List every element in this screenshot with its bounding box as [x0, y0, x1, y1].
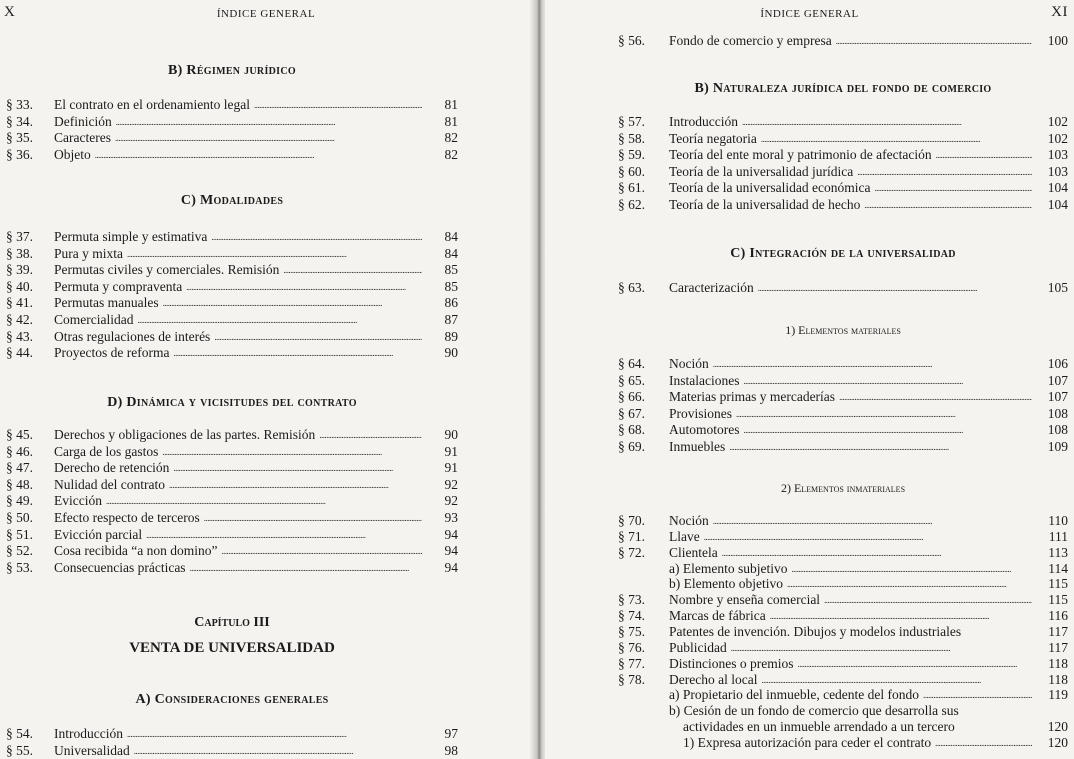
entry-title: a) Propietario del inmueble, cedente del fondo: [669, 687, 920, 703]
section-heading: C) Modalidades: [180, 193, 284, 208]
toc-entry: [6, 245, 458, 262]
page-ref: 113: [1048, 544, 1068, 560]
page-ref: 91: [444, 443, 458, 459]
section-number: § 60.: [618, 163, 645, 179]
toc-entry: [618, 279, 1068, 296]
toc-entry: [618, 655, 1068, 672]
section-number: § 51.: [6, 526, 33, 542]
entry-title: Nulidad del contrato: [54, 476, 165, 492]
toc-entry: [6, 129, 458, 146]
section-number: § 35.: [6, 130, 33, 146]
page-ref: 85: [444, 278, 458, 294]
dot-leader: [864, 196, 1032, 215]
right-page-header: [545, 6, 1074, 26]
page-ref: 90: [444, 345, 458, 361]
page-ref: 93: [444, 510, 458, 525]
toc-entry: [618, 32, 1068, 49]
section-number: § 37.: [6, 229, 33, 244]
entry-title: Derechos y obligaciones de las partes. Remisión: [54, 427, 316, 442]
right-page: [545, 0, 1074, 759]
entry-text-wrap: [54, 146, 428, 165]
entry-title: Inmuebles: [669, 439, 726, 454]
toc-entry: [618, 686, 1068, 703]
toc-entry: [6, 294, 458, 311]
section-number: § 71.: [618, 528, 645, 544]
page-ref: 116: [1048, 608, 1068, 624]
page-ref: 114: [1048, 560, 1068, 576]
entry-text-wrap: [669, 196, 1038, 215]
entry-title: Proyectos de reforma: [54, 345, 170, 361]
entry-title: Cosa recibida “a non domino”: [54, 543, 218, 559]
entry-title: Teoría de la universalidad jurídica: [669, 163, 854, 179]
chapter-title: VENTA DE UNIVERSALIDAD: [129, 640, 335, 656]
toc-entry: [6, 526, 458, 543]
toc-entry: [618, 718, 1068, 735]
entry-title: Clientela: [669, 544, 718, 560]
toc-entry: [618, 113, 1068, 130]
page-ref: 111: [1048, 528, 1068, 544]
section-heading: D) Dinámica y vicisitudes del contrato: [107, 395, 357, 410]
section-number: § 38.: [6, 245, 33, 261]
entry-title: Caracteres: [54, 130, 111, 146]
section-number: § 64.: [618, 356, 645, 371]
page-ref: 119: [1048, 687, 1068, 703]
entry-title: Teoría de la universalidad de hecho: [669, 197, 861, 212]
page-ref: 100: [1047, 33, 1068, 48]
toc-entry: [618, 702, 1068, 719]
page-ref: 92: [444, 476, 458, 492]
page-ref: 118: [1048, 671, 1068, 687]
page-ref: 115: [1048, 592, 1068, 608]
page-ref: 82: [444, 130, 458, 146]
toc-entry: [618, 671, 1068, 688]
entry-text-wrap: [683, 718, 1038, 735]
toc-entry: [6, 146, 458, 163]
entry-title: Permutas civiles y comerciales. Remisión: [54, 262, 280, 278]
entry-text-wrap: [669, 279, 1038, 298]
section-number: § 55.: [6, 742, 33, 758]
section-number: § 66.: [618, 389, 645, 405]
section-number: § 72.: [618, 544, 645, 560]
toc-entry: [618, 607, 1068, 624]
entry-title: Universalidad: [54, 742, 130, 758]
entry-title: Instalaciones: [669, 372, 740, 388]
page-ref: 94: [444, 559, 458, 575]
section-number: § 78.: [618, 671, 645, 687]
entry-title: Evicción parcial: [54, 526, 143, 542]
page-ref: 103: [1047, 147, 1068, 163]
dot-leader: [173, 344, 422, 363]
toc-entry: [618, 196, 1068, 213]
page-ref: 84: [444, 245, 458, 261]
subsection-heading: 2) Elementos inmateriales: [780, 481, 906, 495]
page-ref: 82: [444, 146, 458, 162]
entry-text-wrap: [683, 734, 1038, 753]
section-number: § 70.: [618, 513, 645, 528]
toc-entry: [618, 179, 1068, 196]
page-ref: 115: [1048, 576, 1068, 592]
toc-entry: [6, 113, 458, 130]
toc-entry: [618, 591, 1068, 608]
toc-entry: [6, 542, 458, 559]
section-number: § 68.: [618, 422, 645, 438]
toc-entry: [6, 228, 458, 245]
page-ref: 91: [444, 460, 458, 476]
section-number: § 33.: [6, 97, 33, 112]
section-number: § 49.: [6, 493, 33, 509]
toc-entry: [6, 426, 458, 443]
toc-entry: [618, 544, 1068, 561]
page-ref: 87: [444, 312, 458, 327]
toc-entry: [6, 311, 458, 328]
entry-title: Permuta simple y estimativa: [54, 229, 208, 244]
page-ref: 92: [444, 493, 458, 509]
entry-title: Objeto: [54, 146, 91, 162]
toc-entry: [618, 623, 1068, 640]
page-ref: 102: [1047, 130, 1068, 146]
page-ref: 85: [444, 262, 458, 278]
entry-title: Carga de los gastos: [54, 443, 159, 459]
entry-title: Comercialidad: [54, 312, 134, 327]
toc-entry: [618, 372, 1068, 389]
section-number: § 56.: [618, 33, 645, 48]
toc-entry: [618, 734, 1068, 751]
page-ref: 107: [1047, 372, 1068, 388]
page-ref: 108: [1047, 405, 1068, 421]
toc-entry: [618, 639, 1068, 656]
section-number: § 74.: [618, 608, 645, 624]
section-number: § 53.: [6, 559, 33, 575]
page-ref: 103: [1047, 163, 1068, 179]
section-heading: A) Consideraciones generales: [135, 692, 329, 707]
section-number: § 59.: [618, 147, 645, 163]
page-ref: 104: [1047, 197, 1068, 212]
right-page-number: XI: [1051, 4, 1068, 20]
entry-title: Permutas manuales: [54, 295, 159, 311]
entry-title: Consecuencias prácticas: [54, 559, 186, 575]
entry-title: Otras regulaciones de interés: [54, 328, 211, 344]
entry-title: El contrato en el ordenamiento legal: [54, 97, 251, 112]
entry-title: Patentes de invención. Dibujos y modelos industriales: [669, 623, 962, 639]
toc-entry: [6, 492, 458, 509]
page-ref: 86: [444, 295, 458, 311]
section-number: § 47.: [6, 460, 33, 476]
toc-entry: [6, 96, 458, 113]
entry-title: Introducción: [54, 726, 123, 741]
chapter-label: Capítulo III: [194, 615, 270, 630]
section-number: § 54.: [6, 726, 33, 741]
section-number: § 44.: [6, 345, 33, 361]
section-number: § 41.: [6, 295, 33, 311]
page-ref: 117: [1048, 623, 1068, 639]
entry-title: Publicidad: [669, 639, 727, 655]
dot-leader: [935, 734, 1032, 753]
entry-title: Teoría de la universalidad económica: [669, 180, 871, 196]
page-ref: 97: [444, 726, 458, 741]
dot-leader: [190, 559, 422, 578]
entry-text-wrap: [669, 438, 1038, 457]
entry-title: a) Elemento subjetivo: [669, 560, 788, 576]
section-number: § 58.: [618, 130, 645, 146]
subsection-heading: 1) Elementos materiales: [785, 323, 901, 337]
entry-title: Fondo de comercio y empresa: [669, 33, 832, 48]
toc-entry: [618, 560, 1068, 577]
entry-title: Nombre y enseña comercial: [669, 592, 821, 608]
section-number: § 52.: [6, 543, 33, 559]
toc-entry: [6, 559, 458, 576]
toc-entry: [6, 278, 458, 295]
entry-title: Derecho de retención: [54, 460, 170, 476]
page-ref: 117: [1048, 639, 1068, 655]
page-ref: 110: [1048, 513, 1068, 528]
entry-title: Distinciones o premios: [669, 655, 794, 671]
section-number: § 76.: [618, 639, 645, 655]
section-heading: C) Integración de la universalidad: [730, 246, 956, 261]
entry-title: actividades en un inmueble arrendado a un tercero: [683, 719, 955, 735]
page-ref: 107: [1047, 389, 1068, 405]
page-ref: 105: [1047, 280, 1068, 295]
entry-title: Provisiones: [669, 405, 733, 421]
entry-title: b) Cesión de un fondo de comercio que desarrolla sus: [669, 703, 959, 719]
page-ref: 106: [1047, 356, 1068, 371]
toc-entry: [6, 443, 458, 460]
toc-entry: [618, 438, 1068, 455]
left-running-head: ÍNDICE GENERAL: [216, 8, 316, 20]
section-heading: B) Naturaleza jurídica del fondo de comercio: [694, 81, 992, 96]
entry-title: Teoría del ente moral y patrimonio de afectación: [669, 147, 932, 163]
page-ref: 120: [1047, 719, 1068, 735]
entry-title: Teoría negatoria: [669, 130, 757, 146]
section-number: § 50.: [6, 510, 33, 525]
toc-entry: [6, 476, 458, 493]
entry-text-wrap: [54, 344, 428, 363]
section-number: § 65.: [618, 372, 645, 388]
dot-leader: [95, 146, 422, 165]
left-page-header: [0, 6, 532, 26]
toc-entry: [618, 163, 1068, 180]
section-number: § 61.: [618, 180, 645, 196]
entry-text-wrap: [54, 559, 428, 578]
section-number: § 34.: [6, 113, 33, 129]
entry-title: Permuta y compraventa: [54, 278, 183, 294]
page-ref: 108: [1047, 422, 1068, 438]
toc-entry: [618, 130, 1068, 147]
entry-title: Efecto respecto de terceros: [54, 510, 200, 525]
entry-text-wrap: [669, 32, 1038, 51]
toc-entry: [618, 405, 1068, 422]
page-ref: 104: [1047, 180, 1068, 196]
page-ref: 120: [1047, 734, 1068, 750]
section-number: § 77.: [618, 655, 645, 671]
page-ref: 94: [444, 526, 458, 542]
page-ref: 90: [444, 427, 458, 442]
entry-title: Automotores: [669, 422, 740, 438]
entry-title: Pura y mixta: [54, 245, 123, 261]
toc-entry: [618, 146, 1068, 163]
toc-entry: [618, 528, 1068, 545]
entry-title: Derecho al local: [669, 671, 758, 687]
dot-leader: [836, 32, 1032, 51]
section-number: § 73.: [618, 592, 645, 608]
page-ref: 102: [1047, 114, 1068, 129]
section-number: § 69.: [618, 439, 645, 454]
toc-entry: [618, 421, 1068, 438]
left-page: [0, 0, 532, 759]
toc-entry: [618, 388, 1068, 405]
entry-title: Noción: [669, 356, 709, 371]
section-heading: B) Régimen jurídico: [168, 63, 296, 78]
page-ref: 89: [444, 328, 458, 344]
entry-title: Materias primas y mercaderías: [669, 389, 836, 405]
section-number: § 43.: [6, 328, 33, 344]
entry-title: Evicción: [54, 493, 102, 509]
entry-text-wrap: [669, 623, 1038, 640]
entry-title: Llave: [669, 528, 700, 544]
toc-entry: [6, 725, 458, 742]
page-ref: 94: [444, 543, 458, 559]
right-running-head: ÍNDICE GENERAL: [760, 8, 859, 20]
entry-title: Marcas de fábrica: [669, 608, 766, 624]
toc-entry: [618, 575, 1068, 592]
toc-entry: [6, 344, 458, 361]
toc-entry: [6, 509, 458, 526]
page-ref: 118: [1048, 655, 1068, 671]
page-ref: 84: [444, 229, 458, 244]
toc-entry: [6, 328, 458, 345]
section-number: § 63.: [618, 280, 645, 295]
dot-leader: [758, 279, 1032, 298]
page-ref: 109: [1047, 439, 1068, 454]
section-number: § 46.: [6, 443, 33, 459]
entry-title: Definición: [54, 113, 112, 129]
section-number: § 48.: [6, 476, 33, 492]
entry-title: Caracterización: [669, 280, 754, 295]
entry-title: Noción: [669, 513, 709, 528]
page-ref: 81: [444, 113, 458, 129]
toc-entry: [6, 261, 458, 278]
entry-text-wrap: [54, 742, 428, 759]
entry-title: b) Elemento objetivo: [669, 576, 783, 592]
page-ref: 98: [444, 742, 458, 758]
section-number: § 75.: [618, 623, 645, 639]
page-ref: 81: [444, 97, 458, 112]
toc-entry: [618, 355, 1068, 372]
toc-entry: [6, 742, 458, 759]
entry-title: 1) Expresa autorización para ceder el contrato: [683, 734, 932, 750]
section-number: § 42.: [6, 312, 33, 327]
toc-entry: [618, 512, 1068, 529]
left-page-number: X: [4, 4, 16, 20]
entry-title: Introducción: [669, 114, 738, 129]
section-number: § 39.: [6, 262, 33, 278]
section-number: § 40.: [6, 278, 33, 294]
section-number: § 57.: [618, 114, 645, 129]
section-number: § 67.: [618, 405, 645, 421]
toc-entry: [6, 459, 458, 476]
section-number: § 36.: [6, 146, 33, 162]
section-number: § 45.: [6, 427, 33, 442]
dot-leader: [729, 438, 1032, 457]
entry-text-wrap: [669, 702, 1038, 719]
dot-leader: [134, 742, 422, 759]
section-number: § 62.: [618, 197, 645, 212]
